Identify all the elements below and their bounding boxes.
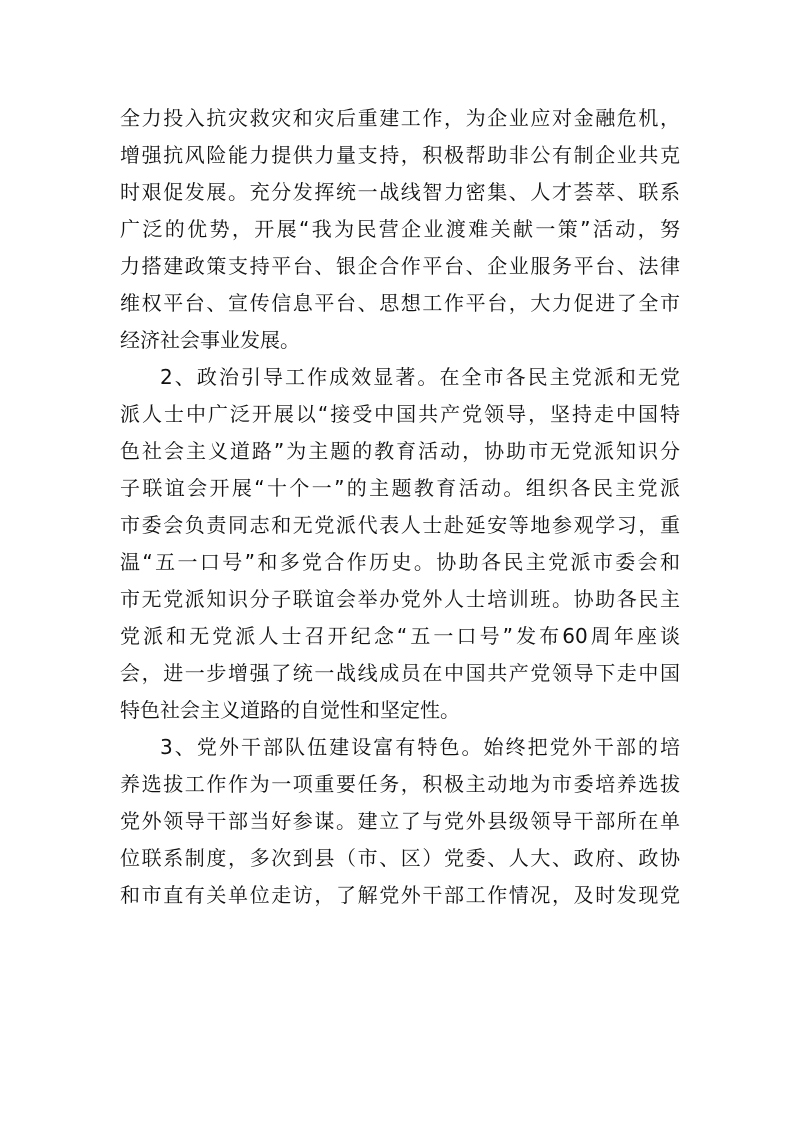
text-line: 党外领导干部当好参谋。建立了与党外县级领导干部所在单: [120, 809, 680, 833]
text-line: 经济社会事业发展。: [120, 328, 300, 352]
text-line: 全力投入抗灾救灾和灾后重建工作，为企业应对金融危机，: [120, 106, 680, 130]
text-line: 3、党外干部队伍建设富有特色。始终把党外干部的培: [160, 735, 680, 759]
text-line: 色社会主义道路”为主题的教育活动，协助市无党派知识分: [120, 439, 680, 463]
document-body: [120, 100, 680, 914]
text-line: 市委会负责同志和无党派代表人士赴延安等地参观学习，重: [120, 513, 680, 537]
text-line: 特色社会主义道路的自觉性和坚定性。: [120, 698, 460, 722]
text-line: 广泛的优势，开展“我为民营企业渡难关献一策”活动，努: [120, 217, 680, 241]
text-line: 时艰促发展。充分发挥统一战线智力密集、人才荟萃、联系: [120, 180, 680, 204]
text-line: 力搭建政策支持平台、银企合作平台、企业服务平台、法律: [120, 254, 680, 278]
text-line: 党派和无党派人士召开纪念“五一口号”发布60周年座谈: [120, 624, 680, 648]
text-line: 养选拔工作作为一项重要任务，积极主动地为市委培养选拔: [120, 772, 680, 796]
text-line: 2、政治引导工作成效显著。在全市各民主党派和无党: [160, 365, 680, 389]
text-line: 温“五一口号”和多党合作历史。协助各民主党派市委会和: [120, 550, 680, 574]
text-line: 子联谊会开展“十个一”的主题教育活动。组织各民主党派: [120, 476, 680, 500]
text-line: 增强抗风险能力提供力量支持，积极帮助非公有制企业共克: [120, 143, 680, 167]
text-line: 位联系制度，多次到县（市、区）党委、人大、政府、政协: [120, 846, 680, 870]
text-line: 和市直有关单位走访，了解党外干部工作情况，及时发现党: [120, 883, 680, 907]
text-line: 维权平台、宣传信息平台、思想工作平台，大力促进了全市: [120, 291, 680, 315]
text-line: 会，进一步增强了统一战线成员在中国共产党领导下走中国: [120, 661, 680, 685]
text-line: 市无党派知识分子联谊会举办党外人士培训班。协助各民主: [120, 587, 680, 611]
text-line: 派人士中广泛开展以“接受中国共产党领导，坚持走中国特: [120, 402, 680, 426]
